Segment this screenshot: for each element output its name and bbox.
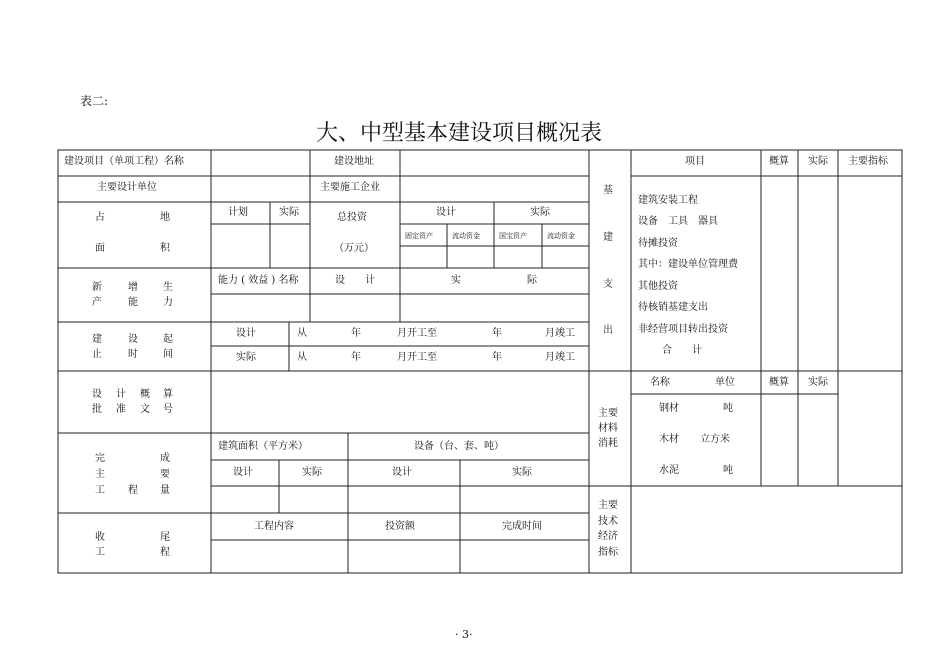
- time-char: 起: [163, 334, 173, 345]
- capex-item: 设备 工具 器具: [638, 216, 718, 227]
- year-label: 年: [351, 352, 361, 363]
- project-name-label: 建设项目（单项工程）名称: [64, 156, 184, 167]
- equipment-label: 设备（台、套、吨）: [414, 441, 504, 452]
- completion-char: 主: [95, 469, 105, 480]
- capex-char: 建: [603, 232, 613, 243]
- cap-design-char: 计: [365, 275, 375, 286]
- table-border: [58, 150, 902, 573]
- fixed-asset-label: 固定资产: [405, 232, 433, 240]
- capex-item: 非经营项目转出投资: [638, 324, 728, 335]
- invest-amount-label: 投资额: [385, 521, 415, 532]
- time-char: 建: [92, 334, 102, 345]
- capex-item: 其中：建设单位管理费: [638, 259, 738, 270]
- time-char: 间: [163, 349, 173, 360]
- capex-item: 其他投资: [638, 281, 678, 292]
- material-wood: 木材: [659, 434, 679, 445]
- tech-char: 经济: [598, 531, 618, 542]
- capex-item: 待核销基建支出: [638, 302, 708, 313]
- end-label: 月竣工: [545, 352, 575, 363]
- year-label: 年: [351, 328, 361, 339]
- material-wood-unit: 立方米: [700, 434, 730, 445]
- current-fund-actual-label: 流动资金: [547, 232, 575, 240]
- capex-item: 建筑安装工程: [638, 195, 698, 206]
- completion-char: 成: [160, 453, 170, 464]
- tech-char: 技术: [598, 516, 618, 527]
- capex-char: 出: [603, 325, 613, 336]
- approval-char: 概: [140, 389, 150, 400]
- approval-char: 算: [163, 389, 173, 400]
- fixed-asset-actual-label: 国宝资产: [499, 232, 527, 240]
- approval-char: 文: [140, 404, 150, 415]
- material-steel: 钢材: [659, 403, 679, 414]
- material-budget-header: 概算: [769, 377, 789, 388]
- capex-char: 基: [603, 185, 613, 196]
- tail-char: 收: [95, 532, 105, 543]
- capex-char: 支: [603, 279, 613, 290]
- capex-item: 待摊投资: [638, 238, 678, 249]
- tail-char: 程: [160, 547, 170, 558]
- tail-char: 工: [95, 547, 105, 558]
- land-char: 积: [160, 243, 170, 254]
- wan-yuan-label: （万元）: [334, 243, 374, 254]
- site-label: 建设地址: [334, 156, 374, 167]
- completion-char: 要: [160, 469, 170, 480]
- approval-char: 设: [92, 389, 102, 400]
- page-number: · 3·: [455, 628, 473, 641]
- cap-design-char: 设: [335, 275, 345, 286]
- year-label: 年: [492, 352, 502, 363]
- approval-char: 准: [116, 404, 126, 415]
- invest-actual-label: 实际: [530, 207, 550, 218]
- area-design-label: 设计: [233, 467, 253, 478]
- material-char: 材料: [598, 423, 618, 434]
- land-char: 占: [95, 212, 105, 223]
- tech-char: 指标: [598, 547, 618, 558]
- land-char: 面: [95, 243, 105, 254]
- time-actual-label: 实际: [236, 352, 256, 363]
- material-name-header: 名称: [650, 377, 670, 388]
- approval-char: 计: [116, 389, 126, 400]
- approval-char: 号: [163, 404, 173, 415]
- completion-char: 工: [95, 485, 105, 496]
- invest-design-label: 设计: [436, 207, 456, 218]
- from-label: 从: [297, 352, 307, 363]
- page-title: 大、中型基本建设项目概况表: [316, 121, 603, 146]
- material-unit-header: 单位: [715, 377, 735, 388]
- finish-time-label: 完成时间: [502, 521, 542, 532]
- table-label: 表二:: [80, 94, 109, 108]
- total-invest-label: 总投资: [337, 212, 367, 223]
- material-cement: 水泥: [659, 465, 679, 476]
- actual-header: 实际: [808, 156, 828, 167]
- completion-char: 完: [95, 453, 105, 464]
- material-char: 消耗: [598, 438, 618, 449]
- current-fund-label: 流动资金: [452, 232, 480, 240]
- cap-actual-char: 际: [527, 275, 537, 286]
- capacity-label: 能力 ( 效益 ) 名称: [218, 275, 299, 286]
- time-design-label: 设计: [236, 328, 256, 339]
- year-label: 年: [492, 328, 502, 339]
- equip-design-label: 设计: [392, 467, 412, 478]
- from-label: 从: [297, 328, 307, 339]
- new-cap-char: 新: [92, 282, 102, 293]
- new-cap-char: 生: [163, 282, 173, 293]
- time-char: 时: [128, 349, 138, 360]
- tech-char: 主要: [598, 500, 618, 511]
- construction-unit-label: 主要施工企业: [320, 182, 380, 193]
- land-actual-label: 实际: [279, 207, 299, 218]
- new-cap-char: 能: [128, 297, 138, 308]
- budget-header: 概算: [769, 156, 789, 167]
- new-cap-char: 力: [163, 297, 173, 308]
- time-char: 设: [128, 334, 138, 345]
- equip-actual-label: 实际: [512, 467, 532, 478]
- material-actual-header: 实际: [808, 377, 828, 388]
- material-steel-unit: 吨: [723, 403, 733, 414]
- tail-char: 尾: [160, 532, 170, 543]
- start-label: 月开工至: [397, 352, 437, 363]
- land-char: 地: [160, 212, 170, 223]
- end-label: 月竣工: [545, 328, 575, 339]
- new-cap-char: 产: [92, 297, 102, 308]
- area-actual-label: 实际: [302, 467, 322, 478]
- completion-char: 量: [160, 485, 170, 496]
- new-cap-char: 增: [128, 282, 138, 293]
- time-char: 止: [92, 349, 102, 360]
- completion-char: 程: [128, 485, 138, 496]
- cap-actual-char: 实: [451, 275, 461, 286]
- start-label: 月开工至: [397, 328, 437, 339]
- capex-total: 合 计: [662, 345, 702, 356]
- main-index-header: 主要指标: [848, 156, 888, 167]
- material-char: 主要: [598, 408, 618, 419]
- approval-char: 批: [92, 404, 102, 415]
- land-plan-label: 计划: [228, 207, 248, 218]
- work-content-label: 工程内容: [254, 521, 294, 532]
- material-cement-unit: 吨: [723, 465, 733, 476]
- item-header: 项目: [685, 156, 705, 167]
- design-unit-label: 主要设计单位: [97, 182, 157, 193]
- building-area-label: 建筑面积（平方米）: [218, 441, 308, 452]
